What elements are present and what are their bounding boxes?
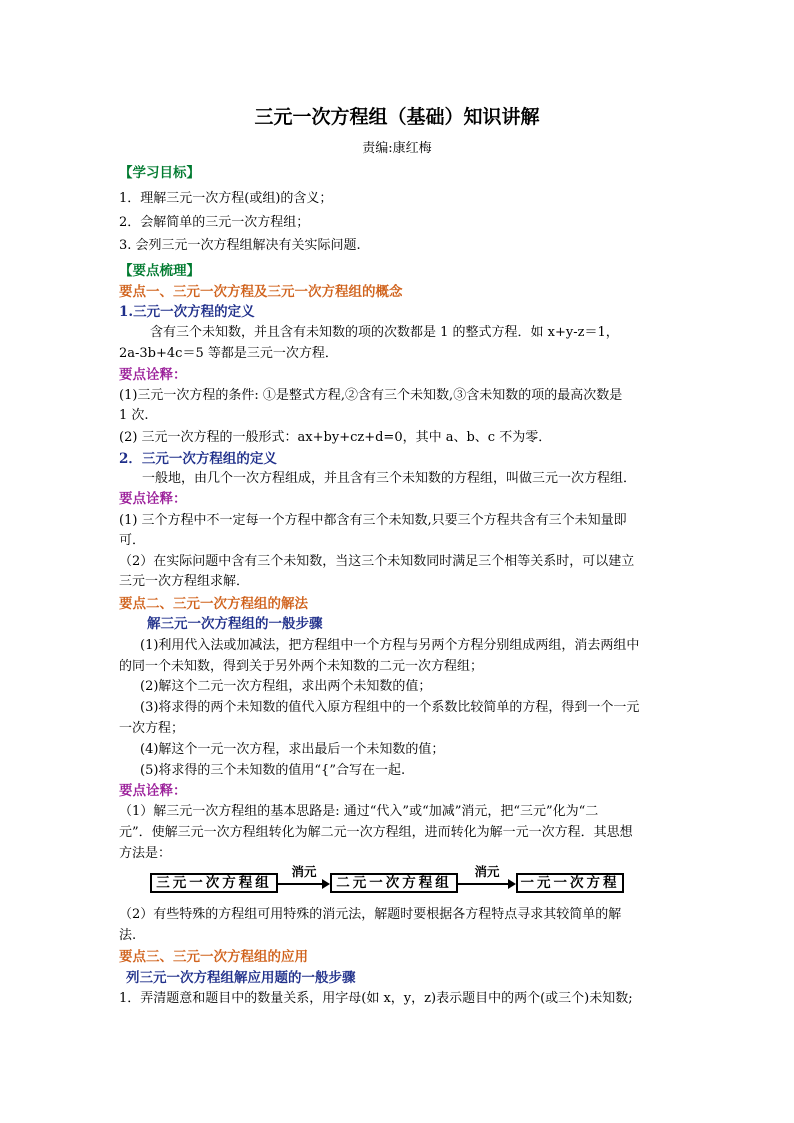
note2-item2-line2: 三元一次方程组求解． [119,574,250,589]
note2-item1-line1: (1) 三个方程中不一定每一个方程中都含有三个未知数,只要三个方程共含有三个未知量即 [119,513,627,528]
point3-heading: 要点三、三元一次方程组的应用 [119,949,308,965]
note1-item1-line2: 1 次. [119,408,149,423]
note-label-2: 要点诠释： [119,491,187,507]
note3-item2-line1: （2）有些特殊的方程组可用特殊的消元法，解题时要根据各方程特点寻求其较简单的解 [119,907,622,922]
note3-item1-line3: 方法是： [119,846,172,861]
step3-line2: 一次方程； [119,721,185,736]
elimination-flow-diagram [150,863,624,897]
note2-item2-line1: （2）在实际问题中含有三个未知数，当这三个未知数同时满足三个相等关系时，可以建立 [119,554,635,569]
definition1-text-line1: 含有三个未知数，并且含有未知数的项的次数都是 1 的整式方程．如 x+y-z＝1， [150,325,619,340]
key-points-heading: 【要点梳理】 [119,263,200,279]
definition1-heading: 1.三元一次方程的定义 [119,304,255,320]
arrow-2-head-icon [508,879,516,889]
document-title: 三元一次方程组（基础）知识讲解 [254,106,540,128]
arrow-1-head-icon [322,879,330,889]
step5: (5)将求得的三个未知数的值用“{”合写在一起. [140,763,406,778]
note3-item1-line1: （1）解三元一次方程组的基本思路是: 通过“代入”或“加减”消元，把“三元”化为“二 [119,804,599,819]
note2-item1-line2: 可． [119,533,146,548]
arrow-1-shaft [278,883,322,885]
note-label-3: 要点诠释： [119,783,187,799]
two-variable-system-box: 二元一次方程组 [330,873,458,893]
elimination-label-1: 消元 [291,864,317,879]
step1-line2: 的同一个未知数，得到关于另外两个未知数的二元一次方程组； [119,659,484,674]
application-step1: 1．弄清题意和题目中的数量关系，用字母(如 x，y，z)表示题目中的两个(或三个)未知数; [119,991,633,1006]
goal-item-1: 1．理解三元一次方程(或组)的含义； [119,191,333,206]
note-label-1: 要点诠释： [119,367,187,383]
note1-item1-line1: (1)三元一次方程的条件: ①是整式方程,②含有三个未知数,③含未知数的项的最高次数是 [119,388,623,403]
three-variable-system-box: 三元一次方程组 [150,873,278,893]
point2-heading: 要点二、三元一次方程组的解法 [119,596,308,612]
step2: (2)解这个二元一次方程组，求出两个未知数的值； [140,679,432,694]
point1-heading: 要点一、三元一次方程及三元一次方程组的概念 [119,284,403,300]
elimination-label-2: 消元 [474,864,500,879]
step4: (4)解这个一元一次方程，求出最后一个未知数的值； [140,742,445,757]
step3-line1: (3)将求得的两个未知数的值代入原方程组中的一个系数比较简单的方程，得到一个一元 [140,700,640,715]
learning-goals-heading: 【学习目标】 [119,165,200,181]
note3-item1-line2: 元”．使解三元一次方程组转化为解二元一次方程组，进而转化为解一元一次方程．其思想 [119,825,633,840]
solving-steps-heading: 解三元一次方程组的一般步骤 [147,616,323,632]
one-variable-equation-box: 一元一次方程 [516,873,624,893]
application-steps-heading: 列三元一次方程组解应用题的一般步骤 [126,970,356,986]
editor-line: 责编:康红梅 [362,141,432,156]
arrow-2-shaft [458,883,508,885]
step1-line1: (1)利用代入法或加减法，把方程组中一个方程与另两个方程分别组成两组，消去两组中 [140,638,640,653]
goal-item-2: 2．会解简单的三元一次方程组； [119,215,310,230]
note1-item2: (2) 三元一次方程的一般形式：ax+by+cz+d=0，其中 a、b、c 不为零． [119,430,552,445]
note3-item2-line2: 法. [119,928,137,943]
definition2-text: 一般地，由几个一次方程组成，并且含有三个未知数的方程组，叫做三元一次方程组． [142,471,637,486]
goal-item-3: 3. 会列三元一次方程组解决有关实际问题. [119,238,361,253]
definition2-heading: 2．三元一次方程组的定义 [119,451,277,467]
definition1-text-line2: 2a-3b+4c＝5 等都是三元一次方程． [119,346,338,361]
